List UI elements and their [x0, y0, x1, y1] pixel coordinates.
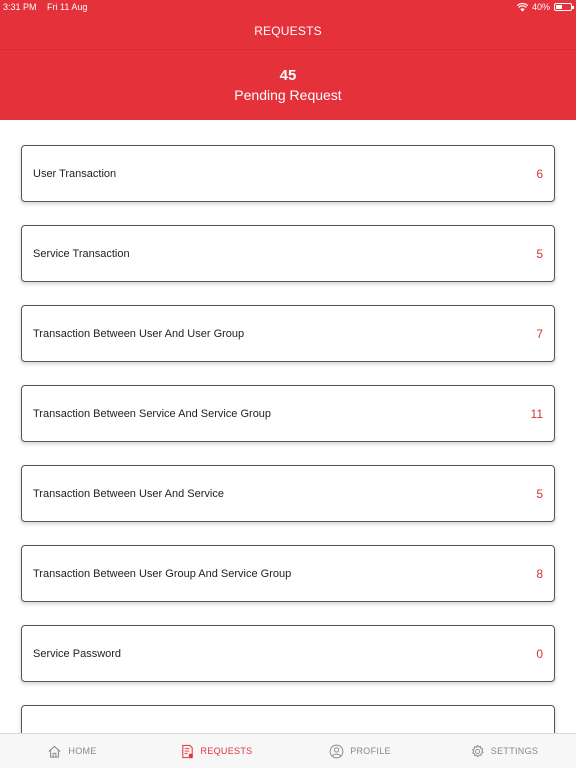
wifi-icon	[517, 3, 528, 12]
tab-label: PROFILE	[350, 746, 391, 756]
battery-icon	[554, 3, 572, 11]
home-icon	[47, 744, 62, 759]
request-label: Transaction Between Service And Service Group	[33, 407, 272, 420]
request-label: Service Transaction	[33, 247, 130, 260]
request-label: Transaction Between User Group And Service Group	[33, 567, 292, 580]
tab-settings[interactable]	[432, 734, 576, 768]
tab-home[interactable]	[0, 734, 144, 768]
request-label: Service Password	[33, 647, 122, 660]
request-count: 0	[536, 646, 543, 661]
tab-label: HOME	[68, 746, 97, 756]
document-icon	[180, 744, 195, 759]
request-count: 6	[536, 166, 543, 181]
tab-label: REQUESTS	[200, 746, 253, 756]
request-label: User Transaction	[33, 167, 117, 180]
tab-requests[interactable]	[144, 734, 288, 768]
user-icon	[329, 744, 344, 759]
tab-bar	[0, 733, 576, 768]
page-title: REQUESTS	[254, 24, 322, 38]
nav-divider	[0, 49, 576, 50]
request-card-user-transaction[interactable]	[21, 145, 555, 202]
request-card-user-group-service-group[interactable]	[21, 545, 555, 602]
tab-label: SETTINGS	[490, 746, 539, 756]
tab-profile[interactable]	[288, 734, 432, 768]
header	[0, 0, 576, 120]
request-card-user-service[interactable]	[21, 465, 555, 522]
request-list[interactable]	[0, 120, 576, 733]
pending-count: 45	[279, 67, 297, 84]
request-card-service-transaction[interactable]	[21, 225, 555, 282]
battery-percent: 40%	[531, 2, 550, 12]
request-count: 5	[536, 246, 543, 261]
request-count: 11	[530, 406, 543, 421]
request-card-partial[interactable]	[21, 705, 555, 733]
request-card-service-password[interactable]	[21, 625, 555, 682]
request-count: 5	[536, 486, 543, 501]
request-label: Transaction Between User And Service	[33, 487, 224, 500]
status-time: 3:31 PM	[3, 2, 37, 12]
status-bar	[0, 0, 576, 14]
request-count: 8	[536, 566, 543, 581]
request-label: Transaction Between User And User Group	[33, 327, 245, 340]
status-date: Fri 11 Aug	[47, 2, 88, 12]
request-card-user-user-group[interactable]	[21, 305, 555, 362]
request-count: 7	[536, 326, 543, 341]
request-card-service-service-group[interactable]	[21, 385, 555, 442]
gear-icon	[470, 744, 485, 759]
pending-label: Pending Request	[234, 87, 342, 103]
